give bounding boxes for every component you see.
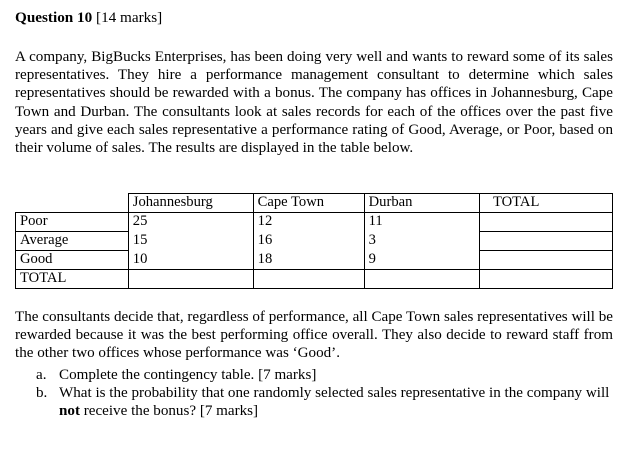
table-cell — [364, 270, 479, 289]
table-cell: 15 — [128, 232, 253, 251]
table-row — [16, 213, 613, 232]
part-bold-text: not — [59, 403, 80, 420]
question-heading — [15, 8, 613, 28]
table-cell: Average — [16, 232, 129, 251]
table-cell: 12 — [253, 213, 364, 232]
part-label: b. — [36, 385, 48, 402]
table-cell: 3 — [364, 232, 479, 251]
table-cell: Poor — [16, 213, 129, 232]
list-item — [36, 384, 613, 420]
table-cell — [479, 232, 612, 251]
part-label: a. — [36, 367, 47, 383]
table-header-cell: Cape Town — [253, 194, 364, 213]
question-title: Question 10 — [15, 9, 93, 26]
table-row — [16, 251, 613, 270]
contingency-table — [15, 193, 613, 289]
table-cell: 18 — [253, 251, 364, 270]
table-header-row — [16, 194, 613, 213]
table-cell — [479, 270, 612, 289]
table-header-cell: TOTAL — [479, 194, 612, 213]
table-header-cell: Johannesburg — [128, 194, 253, 213]
table-cell: Good — [16, 251, 129, 270]
table-cell — [253, 270, 364, 289]
table-cell — [479, 213, 612, 232]
table-cell — [128, 270, 253, 289]
table-header-cell — [16, 194, 129, 213]
part-text: Complete the contingency table. [7 marks] — [59, 367, 317, 383]
document-page — [15, 8, 613, 420]
part-text: What is the probability that one randomly selected sales representative in the company will — [59, 385, 610, 402]
followup-paragraph: The consultants decide that, regardless of performance, all Cape Town sales representatives will be rewarded because it was the best performing office overall. They also decide to reward staff from the other two offices whose performance was ‘Good’. — [15, 309, 613, 362]
table-row — [16, 232, 613, 251]
table-cell: 11 — [364, 213, 479, 232]
question-marks: [14 marks] — [96, 9, 163, 26]
table-header-cell: Durban — [364, 194, 479, 213]
table-cell: 10 — [128, 251, 253, 270]
part-text-end: receive the bonus? [7 marks] — [79, 403, 259, 420]
question-parts — [15, 366, 613, 421]
table-cell: 16 — [253, 232, 364, 251]
table-cell: TOTAL — [16, 270, 129, 289]
table-cell: 25 — [128, 213, 253, 232]
table-cell — [479, 251, 612, 270]
intro-paragraph: A company, BigBucks Enterprises, has been doing very well and wants to reward some of its sales representatives. They hire a performance management consultant to determine which sales representatives should be rewarded with a bonus. The company has offices in Johannesburg, Cape Town and Durban. The consultants look at sales records for each of the offices over the past five years and give each sales representative a performance rating of Good, Average, or Poor, based on their volume of sales. The results are displayed in the table below. — [15, 49, 613, 157]
table-cell: 9 — [364, 251, 479, 270]
list-item — [36, 366, 613, 384]
table-row — [16, 270, 613, 289]
